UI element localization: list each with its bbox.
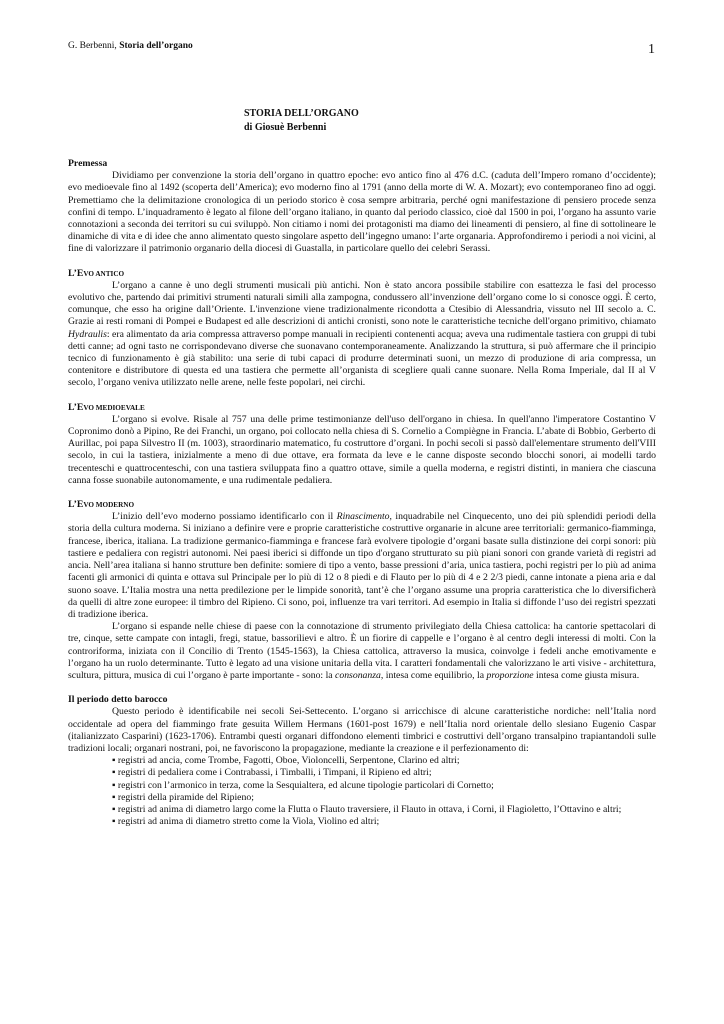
paragraph-premessa: Dividiamo per convenzione la storia dell’organo in quattro epoche: evo antico fino al 476 d.C. (caduta dell’Impero romano d’occidente); evo medioevale fino al 1492 (scoperta dell’America); evo moderno fino al 1791 (anno della morte di W. A. Mozart); evo contemporaneo fino ad oggi. Premettiamo che la delimitazione cronologica di un periodo storico è cosa sempre arbitraria, perché ogni manifestazione di pensiero procede senza confini di tempo. L’inquadramento è legato al filone dell’organo italiano, in quanto dal periodo classico, cioè dal 1500 in poi, l’organo ha assunto varie connotazioni a seconda dei territori su cui sviluppò. Non citiamo i nomi dei protagonisti ma diamo dei lineamenti di pensiero, al fine di sottolineare le dinamiche di vita e di idee che anno alimentato questo singolare aspetto dell’ingegno umano: l’arte organaria. Approfondiremo i periodi a noi vicini, al fine di valorizzare il patrimonio organario della diocesi di Guastalla, in particolare quello dei celebri Serassi. [68, 170, 656, 255]
emphasis-consonanza: consonanza [335, 669, 381, 681]
section-heading-premessa: Premessa [68, 158, 108, 169]
page-number: 1 [648, 42, 655, 57]
list-item: ▪ registri con l’armonico in terza, come la Sesquialtera, ed alcune tipologie particolari di Cornetto; [112, 779, 494, 791]
title-line: STORIA DELL’ORGANO [244, 108, 359, 119]
paragraph-evo-moderno-2: L’organo si espande nelle chiese di paese con la connotazione di strumento privilegiato della Chiesa cattolica: ha cantorie spettacolari di tre, cinque, sette campate con intagli, fregi, statue, bassorilievi e altro. È un fiorire di cappelle e l’organo è al centro degli interessi di molti. Con la controriforma, iniziata con il Concilio di Trento (1545-1563), la Chiesa cattolica, attraverso la musica, coinvolge i fedeli anche emotivamente e l’organo ha un ruolo determinante. Tutto è legato ad una visione unitaria della vita. I caratteri fondamentali che valorizzano le arti visive - architettura, scultura, pittura, musica di cui l’organo è parte importante - sono: la consonanza, intesa come equilibrio, la proporzione intesa come giusta misura. [68, 621, 656, 681]
paragraph-evo-medioevale: L’organo si evolve. Risale al 757 una delle prime testimonianze dell'uso dell'organo in chiesa. In quell'anno l'imperatore Costantino V Copronimo donò a Pipino, Re dei Franchi, un organo, poi collocato nella chiesa di S. Cornelio a Compiègne in Francia. L’abate di Bobbio, Gerberto di Aurillac, poi papa Silvestro II (m. 1003), straordinario matematico, fu costruttore d’organi. In pochi secoli si passò dall'elementare strumento dell'VIII secolo, in cui la tastiera, inizialmente a meno di due ottave, era formata da leve e le canne disposte secondo blocchi sonori, ai modelli tardo trecenteschi e quattrocenteschi, con una tastiera sviluppata fino a quattro ottave, simile a quella moderna, e registri distinti, in maniera che ciascuna canna fosse suonabile autonomamente, e una rudimentale pedaliera. [68, 413, 656, 486]
list-item: ▪ registri ad anima di diametro largo come la Flutta o Flauto traversiere, il Flauto in ottava, i Corni, il Flagioletto, l’Ottavino e altri; [112, 803, 622, 815]
running-header [68, 41, 193, 51]
paragraph-barocco: Questo periodo è identificabile nei secoli Sei-Settecento. L’organo si arricchisce di alcune caratteristiche nordiche: nell’Italia nord occidentale ad opera del fiammingo frate gesuita Willem Hermans (1601-post 1679) e nell’Italia nord orientale dello slesiano Eugenio Caspar (italianizzato Casparini) (1623-1706). Entrambi questi organari diffondono elementi timbrici e costruttivi dell’organo transalpino trapiantandoli sulle tradizioni locali; organari nostrani, poi, ne favoriscono la propagazione, mediante la creazione e il perfezionamento di: [68, 706, 656, 754]
paragraph-evo-antico: L’organo a canne è uno degli strumenti musicali più antichi. Non è stato ancora possibile stabilire con esattezza le fasi del processo evolutivo che, partendo dai primitivi strumenti naturali simili alla zampogna, condussero all’invenzione dell’organo come lo si conosce oggi. È certo, comunque, che esso ha origine dall’Oriente. L'invenzione viene tradizionalmente ricondotta a Ctesibio di Alessandria, vissuto nel III secolo a. C. Grazie ai resti romani di Pompei e Budapest ed alle descrizioni di antichi cronisti, sono note le caratteristiche tecniche dell'organo primitivo, chiamato Hydraulis: era alimentato da aria compressa attraverso pompe manuali in recipienti contenenti acqua; aveva una rudimentale tastiera con gruppi di tubi detti canne; ad ogni tasto ne corrispondevano diverse che suonavano contemporaneamente. Analizzando la struttura, si può affermare che il principio tecnico di funzionamento è già stabilito: una serie di tubi capaci di produrre determinati suoni, un mezzo di produzione di aria compressa, un contenitore e distributore di questa ed una tastiera che permette all’organista di scegliere quali canne suonare. Nella Roma Imperiale, dal II al V secolo, l’organo veniva utilizzato nelle arene, nelle feste popolari, nei circhi. [68, 279, 656, 389]
section-heading-evo-moderno: L’EVO MODERNO [68, 499, 135, 511]
register-list [68, 755, 656, 828]
list-item: ▪ registri della piramide del Ripieno; [112, 791, 254, 803]
title-byline: di Giosuè Berbenni [244, 122, 327, 133]
list-item: ▪ registri di pedaliera come i Contrabassi, i Timballi, i Timpani, il Ripieno ed altri; [112, 767, 432, 779]
emphasis-hydraulis: Hydraulis [68, 328, 107, 340]
header-author: G. Berbenni, [68, 41, 117, 51]
section-heading-evo-medioevale: L’EVO MEDIOEVALE [68, 401, 145, 413]
section-heading-evo-antico: L’EVO ANTICO [68, 267, 125, 279]
section-heading-barocco: Il periodo detto barocco [68, 694, 168, 706]
header-work-title: Storia dell’organo [119, 41, 193, 51]
emphasis-rinascimento: Rinascimento [336, 511, 390, 523]
document-body [68, 158, 656, 828]
list-item: ▪ registri ad anima di diametro stretto come la Viola, Violino ed altri; [112, 816, 380, 828]
list-item: ▪ registri ad ancia, come Trombe, Fagotti, Oboe, Violoncelli, Serpentone, Clarino ed altri; [112, 755, 460, 767]
document-title [244, 107, 359, 135]
emphasis-proporzione: proporzione [486, 669, 534, 681]
paragraph-evo-moderno-1: L’inizio dell’evo moderno possiamo identificarlo con il Rinascimento, inquadrabile nel Cinquecento, uno dei più splendidi periodi della storia della cultura moderna. Si iniziano a definire vere e proprie caratteristiche costruttive organarie in alcune aree territoriali: germanico-fiamminga, francese, iberica, italiana. La tradizione germanico-fiamminga e francese farà evolvere tipologie d’organi basate sulla distinzione dei corpi sonori: più tastiere e pedaliera con registri autonomi. Nei paesi iberici si diffonde un tipo d'organo strutturato su più piani sonori con grande varietà di registri ad ancia. Nell’area italiana si hanno strutture ben definite: somiere di tipo a vento, basse pressioni d’aria, unica tastiera, pochi registri per lo più ad anima facenti gli armonici di quinta e ottava sul Principale per lo più di 12 o 8 piedi e di Flauto per lo più di 4 e 2 2/3 piedi, canne intonate a piena aria e dal suono soave. L’Italia mostra una netta predilezione per le limpide sonorità, tant’è che l’organo assume una propria caratteristica che lo diversificherà da quelli di altre zone europee: il timbro del Ripieno. Ci sono, poi, influenze tra vari territori. Ad esempio in Italia si diffonde l’uso dei registri spezzati di tradizione iberica. [68, 511, 656, 620]
